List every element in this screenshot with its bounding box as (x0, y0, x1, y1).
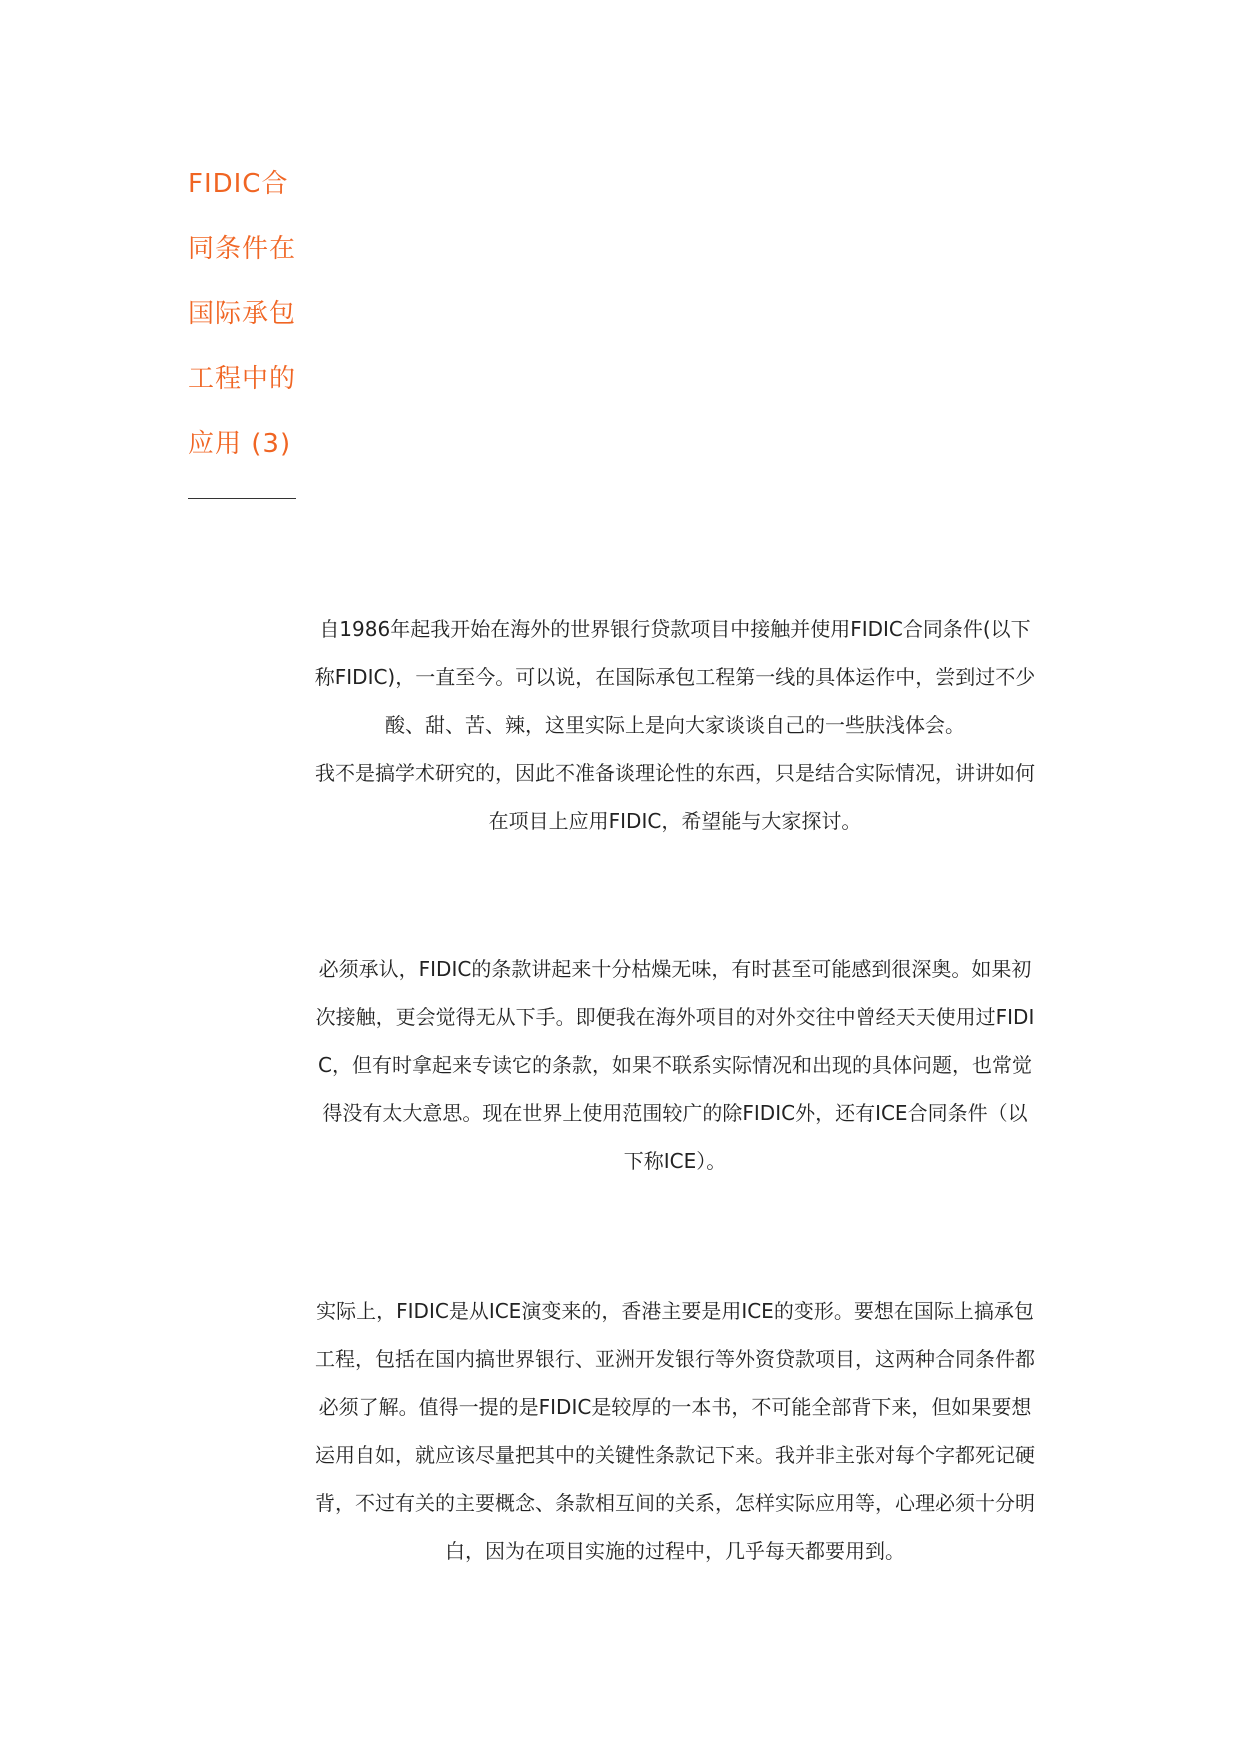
article-title (188, 152, 308, 477)
paragraph-line: 必须了解。值得一提的是FIDIC是较厚的一本书，不可能全部背下来，但如果要想 (318, 1395, 1032, 1419)
paragraph-fidic-ice (292, 1287, 1058, 1575)
title-line: 同条件在 (188, 234, 297, 264)
paragraph-line: 必须承认，FIDIC的条款讲起来十分枯燥无味，有时甚至可能感到很深奥。如果初 (318, 957, 1032, 981)
title-line: FIDIC合 (188, 169, 289, 199)
paragraph-line: 实际上，FIDIC是从ICE演变来的，香港主要是用ICE的变形。要想在国际上搞承包 (316, 1299, 1034, 1323)
paragraph-line: 称FIDIC)，一直至今。可以说，在国际承包工程第一线的具体运作中，尝到过不少 (314, 665, 1036, 689)
paragraph-line: 得没有太大意思。现在世界上使用范围较广的除FIDIC外，还有ICE合同条件（以 (322, 1101, 1028, 1125)
paragraph-line: 酸、甜、苦、辣，这里实际上是向大家谈谈自己的一些肤浅体会。 (385, 713, 965, 737)
title-underline-divider (188, 498, 296, 499)
paragraph-line: C，但有时拿起来专读它的条款，如果不联系实际情况和出现的具体问题，也常觉 (318, 1053, 1032, 1077)
paragraph-line: 我不是搞学术研究的，因此不准备谈理论性的东西，只是结合实际情况，讲讲如何 (315, 761, 1035, 785)
paragraph-line: 运用自如，就应该尽量把其中的关键性条款记下来。我并非主张对每个字都死记硬 (315, 1443, 1035, 1467)
paragraph-line: 下称ICE）。 (623, 1149, 727, 1173)
paragraph-line: 自1986年起我开始在海外的世界银行贷款项目中接触并使用FIDIC合同条件(以下 (319, 617, 1031, 641)
paragraph-line: 在项目上应用FIDIC，希望能与大家探讨。 (488, 809, 862, 833)
title-line: 国际承包 (188, 299, 297, 329)
title-line: 工程中的 (188, 364, 297, 394)
paragraph-line: 白，因为在项目实施的过程中，几乎每天都要用到。 (445, 1539, 905, 1563)
paragraph-intro (292, 605, 1058, 845)
title-line: 应用 (3) (188, 429, 292, 459)
paragraph-line: 工程，包括在国内搞世界银行、亚洲开发银行等外资贷款项目，这两种合同条件都 (315, 1347, 1035, 1371)
paragraph-line: 背，不过有关的主要概念、条款相互间的关系，怎样实际应用等，心理必须十分明 (315, 1491, 1035, 1515)
paragraph-fidic-difficulty (292, 945, 1058, 1185)
paragraph-line: 次接触，更会觉得无从下手。即便我在海外项目的对外交往中曾经天天使用过FIDI (315, 1005, 1035, 1029)
